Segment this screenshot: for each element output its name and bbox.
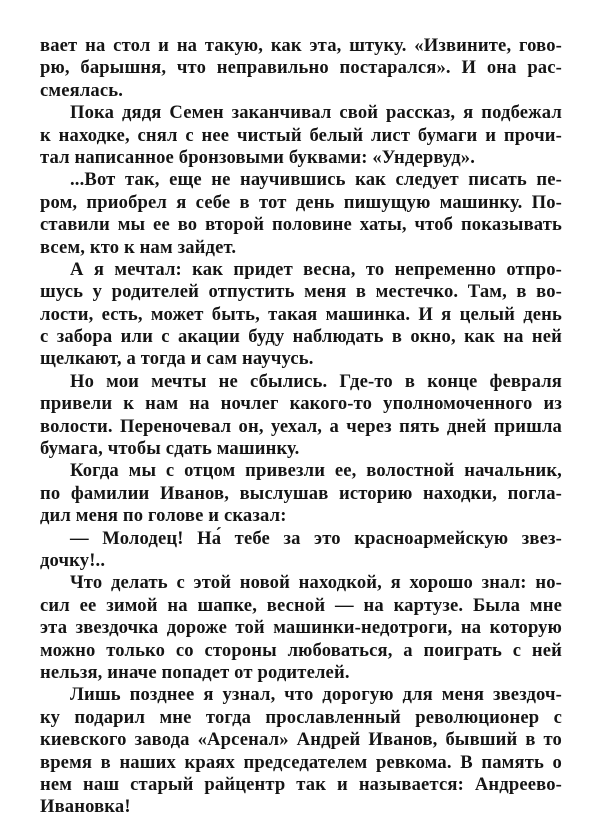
text-line: — Молодец! На́ тебе за это красноармейскую звез- — [70, 527, 562, 549]
text-line: эта звездочка дороже той машинки-недотроги, на которую — [40, 617, 562, 639]
text-line: Лишь позднее я узнал, что дорогую для меня звездоч- — [70, 684, 562, 706]
text-line: Что делать с этой новой находкой, я хорошо знал: но- — [70, 572, 562, 594]
text-line: шусь у родителей отпустить меня в местечко. Там, в во- — [40, 281, 562, 303]
text-line: тал написанное бронзовыми буквами: «Ундервуд». — [40, 146, 475, 168]
paragraph — [40, 460, 562, 527]
paragraph — [40, 259, 562, 371]
text-line: привели к нам на ночлег какого-то уполномоченного из — [40, 393, 562, 415]
text-line: дил меня по голове и сказал: — [40, 505, 287, 527]
paragraph — [40, 371, 562, 461]
paragraph — [40, 102, 562, 169]
text-line: ром, приобрел я себе в тот день пишущую машинку. По- — [40, 191, 562, 213]
text-line: А я мечтал: как придет весна, то непременно отпро- — [70, 258, 562, 280]
text-line: Но мои мечты не сбылись. Где-то в конце февраля — [70, 370, 562, 392]
text-line: время в наших краях председателем ревкома. В память о — [40, 751, 562, 773]
text-line: ...Вот так, еще не научившись как следует писать пе- — [70, 169, 562, 191]
text-line: ставили мы ее во второй половине хаты, чтоб показывать — [40, 214, 562, 236]
paragraph — [40, 169, 562, 259]
text-line: вает на стол и на такую, как эта, штуку. «Извините, гово- — [40, 35, 562, 56]
text-line: с забора или с акации буду наблюдать в окно, как на ней — [40, 326, 562, 348]
text-line: по фамилии Иванов, выслушав историю находки, погла- — [40, 482, 562, 504]
paragraph — [40, 528, 562, 573]
paragraph — [40, 35, 562, 102]
text-line: волости. Переночевал он, уехал, а через пять дней пришла — [40, 415, 562, 437]
text-line: Пока дядя Семен заканчивал свой рассказ, я подбежал — [70, 102, 562, 124]
text-line: всем, кто к нам зайдет. — [40, 236, 237, 258]
text-line: можно только со стороны любоваться, а поиграть с ней — [40, 639, 562, 661]
text-line: киевского завода «Арсенал» Андрей Иванов, бывший в то — [40, 729, 562, 751]
text-line: нем наш старый райцентр так и называется: Андреево- — [40, 773, 562, 795]
paragraph — [40, 684, 562, 818]
text-line: Когда мы с отцом привезли ее, волостной начальник, — [70, 460, 562, 482]
text-line: к находке, снял с нее чистый белый лист бумаги и прочи- — [40, 124, 562, 146]
text-line: Ивановка! — [40, 796, 131, 818]
text-line: ку подарил мне тогда прославленный революционер с — [40, 706, 562, 728]
text-line: смеялась. — [40, 79, 124, 101]
text-line: бумага, чтобы сдать машинку. — [40, 438, 300, 460]
text-line: рю, барышня, что неправильно постарался». И она рас- — [40, 57, 562, 79]
text-line: дочку!.. — [40, 549, 106, 571]
text-line: щелкают, а тогда и сам научусь. — [40, 348, 314, 370]
text-line: нельзя, иначе попадет от родителей. — [40, 661, 350, 683]
text-line: сил ее зимой на шапке, весной — на картузе. Была мне — [40, 594, 562, 616]
paragraph — [40, 572, 562, 684]
book-page-text — [40, 35, 562, 819]
text-line: лости, есть, может быть, такая машинка. И я целый день — [40, 303, 562, 325]
